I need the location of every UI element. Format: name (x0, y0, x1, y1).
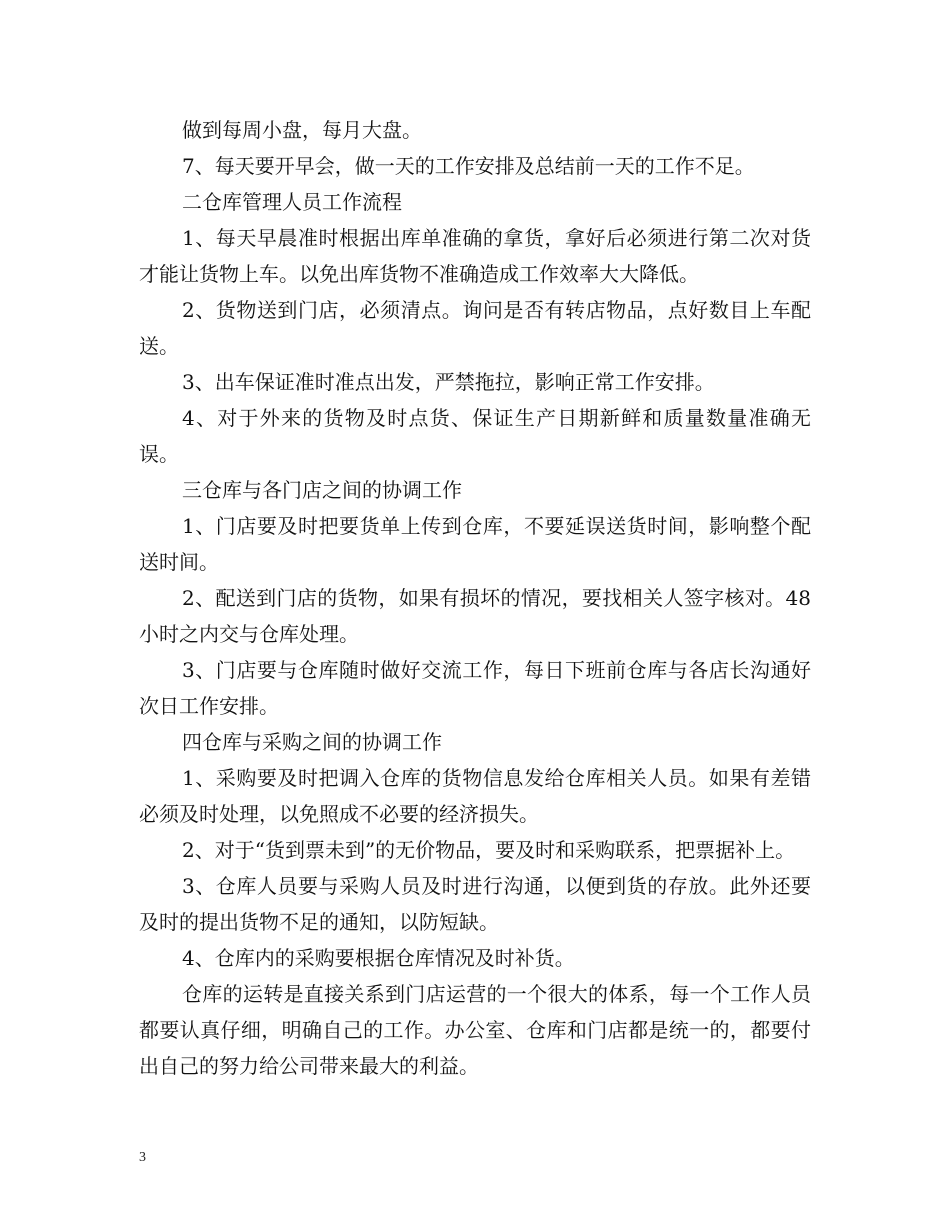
paragraph: 7、每天要开早会，做一天的工作安排及总结前一天的工作不足。 (182, 154, 755, 178)
paragraph: 3、出车保证准时准点出发，严禁拖拉，影响正常工作安排。 (182, 370, 715, 394)
paragraph: 1、门店要及时把要货单上传到仓库，不要延误送货时间，影响整个配送时间。 (139, 514, 811, 574)
paragraph: 1、采购要及时把调入仓库的货物信息发给仓库相关人员。如果有差错必须及时处理，以免照成不必要的经济损失。 (139, 766, 811, 826)
paragraph: 4、仓库内的采购要根据仓库情况及时补货。 (182, 946, 575, 970)
section-heading: 四仓库与采购之间的协调工作 (182, 730, 442, 754)
paragraph: 2、配送到门店的货物，如果有损坏的情况，要找相关人签字核对。48小时之内交与仓库处理。 (139, 586, 811, 646)
section-heading: 二仓库管理人员工作流程 (182, 190, 402, 214)
paragraph: 仓库的运转是直接关系到门店运营的一个很大的体系，每一个工作人员都要认真仔细，明确自己的工作。办公室、仓库和门店都是统一的，都要付出自己的努力给公司带来最大的利益。 (139, 982, 811, 1078)
document-body (139, 112, 811, 1084)
page-number: 3 (139, 1150, 146, 1165)
paragraph: 2、货物送到门店，必须清点。询问是否有转店物品，点好数目上车配送。 (139, 298, 811, 358)
paragraph: 3、门店要与仓库随时做好交流工作，每日下班前仓库与各店长沟通好次日工作安排。 (139, 658, 811, 718)
paragraph: 2、对于“货到票未到”的无价物品，要及时和采购联系，把票据补上。 (182, 838, 796, 862)
paragraph: 做到每周小盘，每月大盘。 (182, 118, 422, 142)
paragraph: 3、仓库人员要与采购人员及时进行沟通，以便到货的存放。此外还要及时的提出货物不足的通知，以防短缺。 (139, 874, 811, 934)
section-heading: 三仓库与各门店之间的协调工作 (182, 478, 462, 502)
paragraph: 4、对于外来的货物及时点货、保证生产日期新鲜和质量数量准确无误。 (139, 406, 811, 466)
paragraph: 1、每天早晨准时根据出库单准确的拿货，拿好后必须进行第二次对货才能让货物上车。以免出库货物不准确造成工作效率大大降低。 (139, 226, 811, 286)
